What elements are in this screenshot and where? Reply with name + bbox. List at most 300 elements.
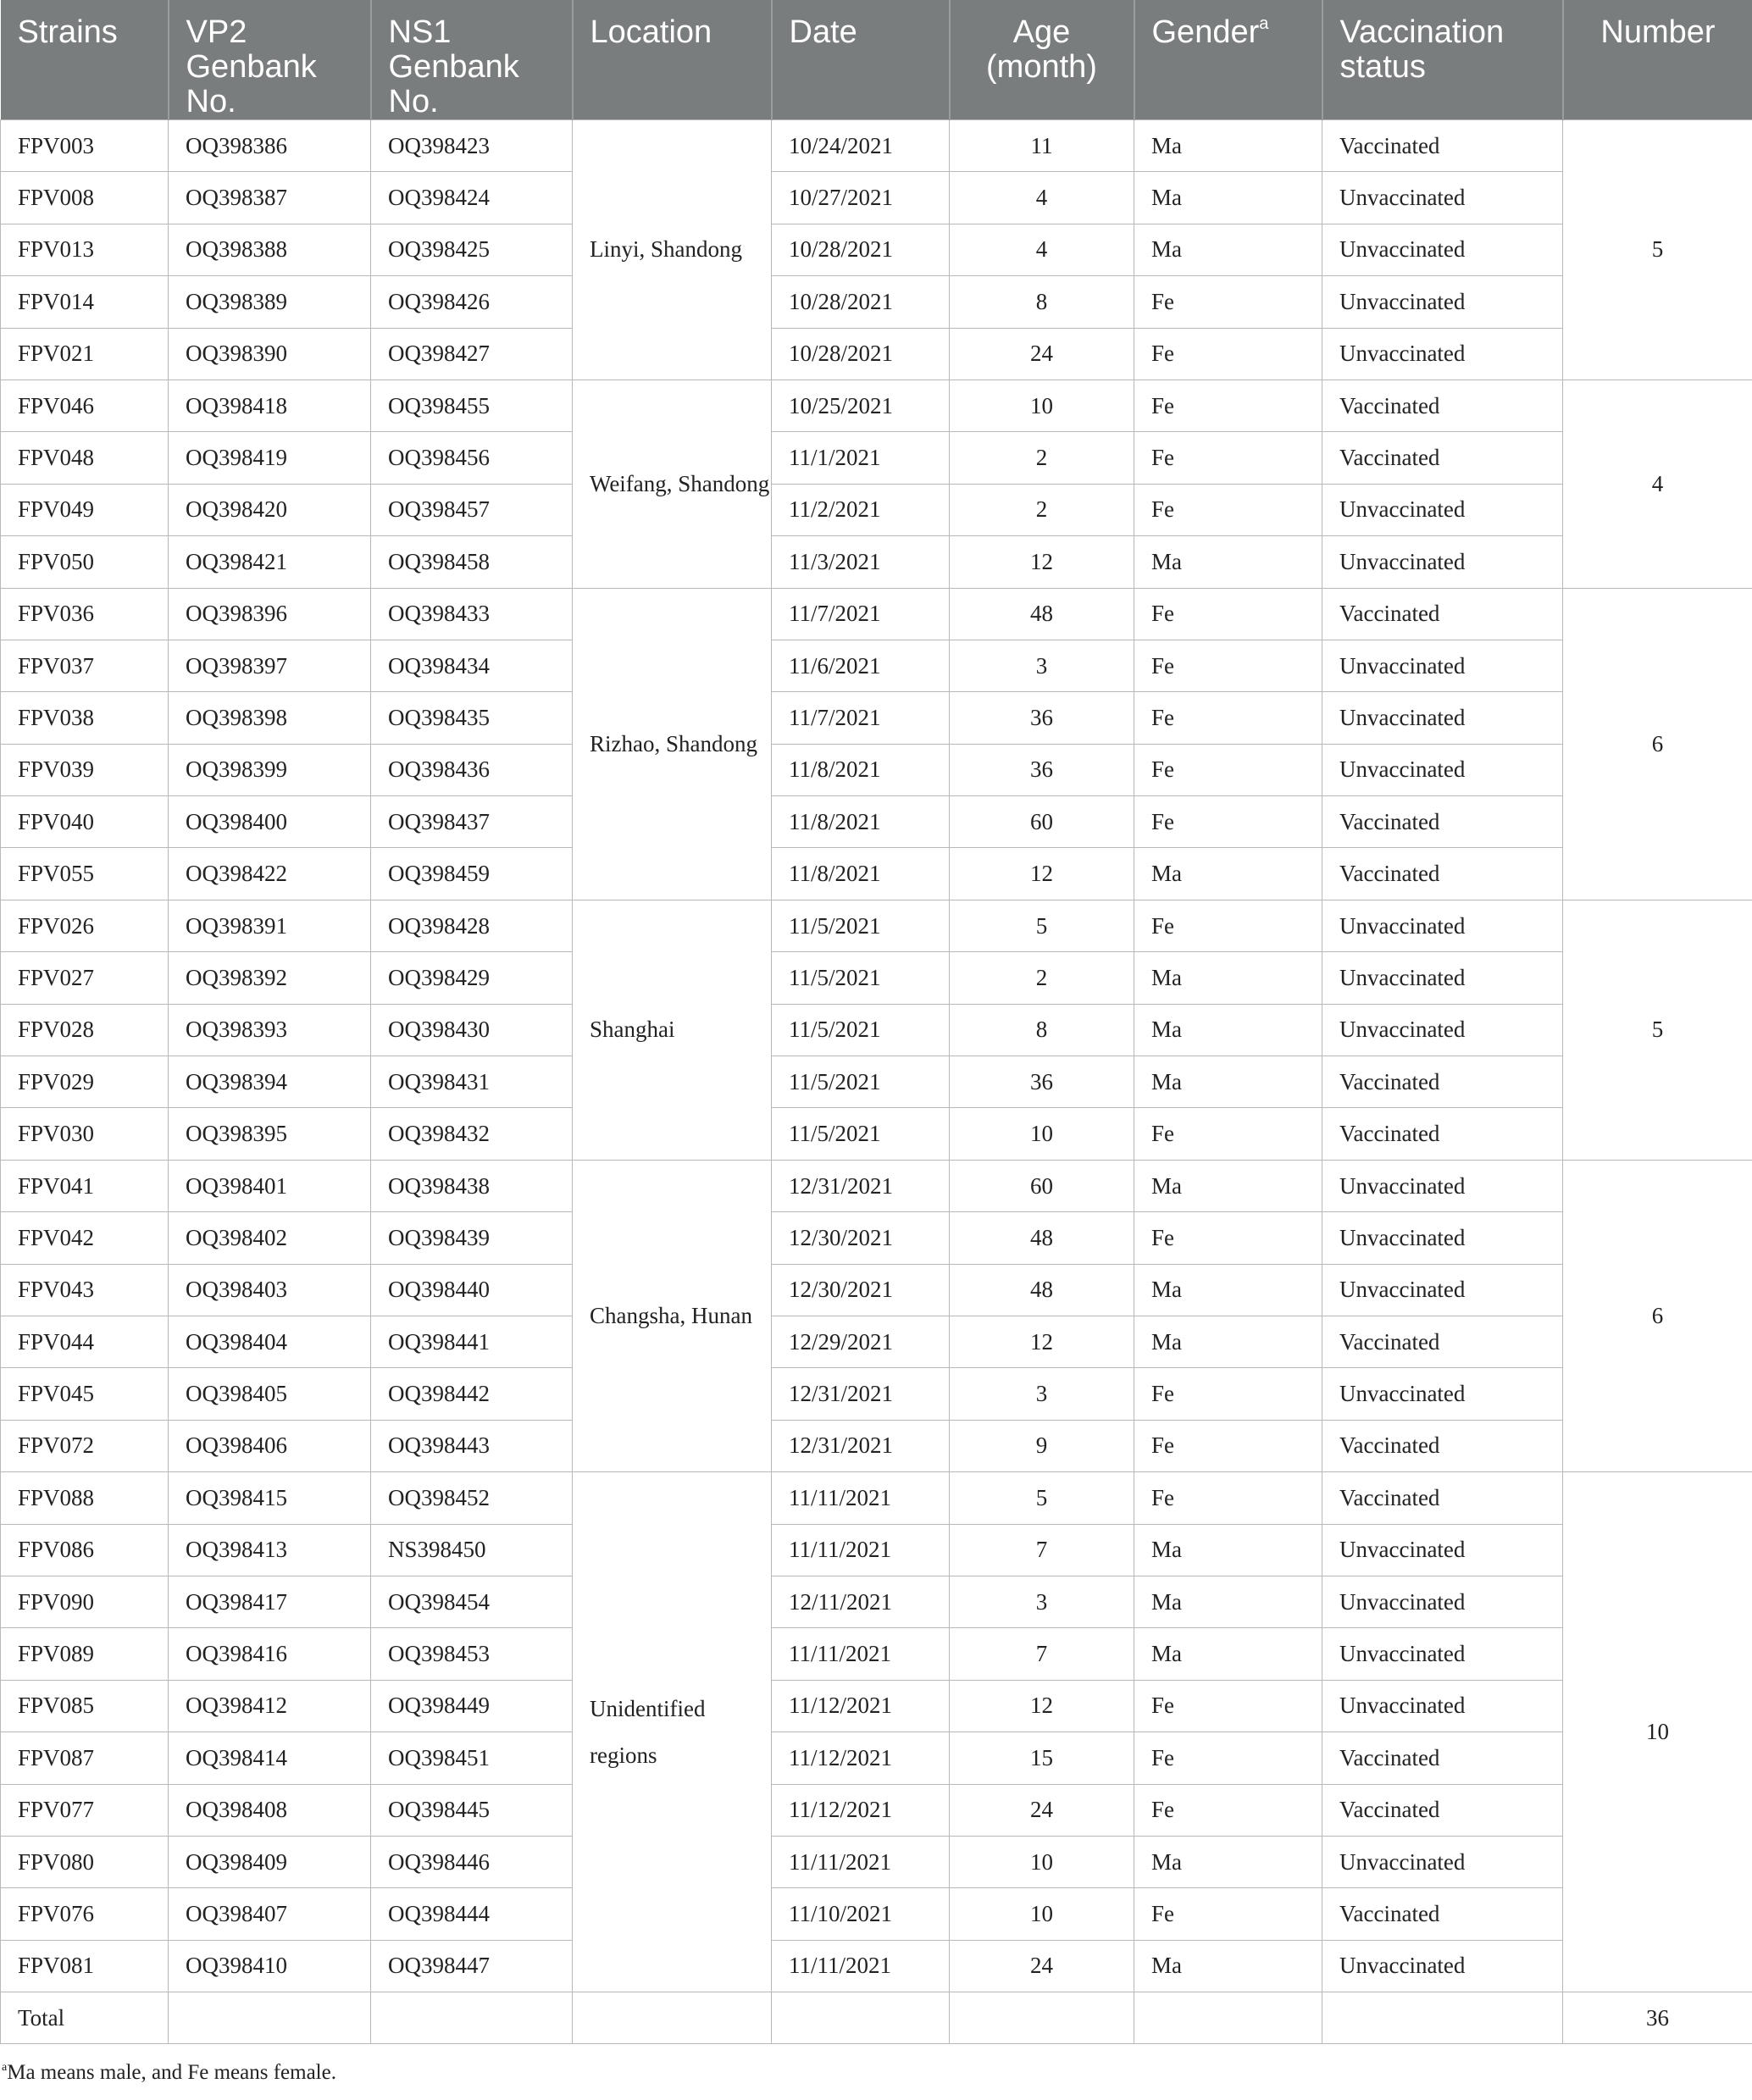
date-cell: 11/2/2021	[772, 484, 950, 535]
strain-cell: FPV086	[1, 1524, 169, 1576]
header-gender	[1134, 0, 1322, 120]
strain-cell: FPV080	[1, 1836, 169, 1887]
date-cell: 12/30/2021	[772, 1212, 950, 1264]
table-row	[1, 1940, 1752, 1992]
date-cell: 11/5/2021	[772, 1108, 950, 1160]
table-row	[1, 1212, 1752, 1264]
strain-cell: FPV077	[1, 1784, 169, 1836]
age-cell: 4	[950, 172, 1134, 224]
ns1-genbank-cell: OQ398446	[371, 1836, 573, 1887]
gender-cell: Fe	[1134, 380, 1322, 431]
age-cell: 5	[950, 1472, 1134, 1524]
age-cell: 5	[950, 900, 1134, 951]
vaccination-status-cell: Unvaccinated	[1322, 1524, 1563, 1576]
gender-cell: Ma	[1134, 224, 1322, 275]
ns1-genbank-cell: OQ398431	[371, 1056, 573, 1108]
vaccination-status-cell: Unvaccinated	[1322, 224, 1563, 275]
table-row	[1, 380, 1752, 431]
date-cell: 11/7/2021	[772, 692, 950, 744]
table-row	[1, 744, 1752, 795]
date-cell: 11/12/2021	[772, 1732, 950, 1784]
strain-cell: FPV028	[1, 1004, 169, 1056]
vp2-genbank-cell: OQ398397	[169, 640, 371, 691]
vaccination-status-cell: Unvaccinated	[1322, 692, 1563, 744]
ns1-genbank-cell: OQ398457	[371, 484, 573, 535]
gender-cell: Ma	[1134, 1264, 1322, 1316]
date-cell: 11/5/2021	[772, 1004, 950, 1056]
vaccination-status-cell: Vaccinated	[1322, 588, 1563, 640]
strain-cell: FPV043	[1, 1264, 169, 1316]
table-row	[1, 1628, 1752, 1680]
vaccination-status-cell: Unvaccinated	[1322, 484, 1563, 535]
gender-cell: Ma	[1134, 952, 1322, 1004]
date-cell: 11/11/2021	[772, 1836, 950, 1887]
date-cell: 11/1/2021	[772, 432, 950, 484]
strain-cell: FPV013	[1, 224, 169, 275]
table-row	[1, 1836, 1752, 1887]
header-age: Age (month)	[950, 0, 1134, 120]
footnote-marker: a	[1259, 14, 1269, 33]
age-cell: 15	[950, 1732, 1134, 1784]
date-cell: 10/28/2021	[772, 276, 950, 328]
gender-cell: Fe	[1134, 1420, 1322, 1471]
date-cell: 12/31/2021	[772, 1160, 950, 1211]
ns1-genbank-cell: OQ398435	[371, 692, 573, 744]
table-row	[1, 1784, 1752, 1836]
age-cell: 7	[950, 1524, 1134, 1576]
table-row	[1, 276, 1752, 328]
empty-cell	[950, 1992, 1134, 2044]
vp2-genbank-cell: OQ398391	[169, 900, 371, 951]
gender-cell: Fe	[1134, 328, 1322, 380]
table-row	[1, 640, 1752, 691]
table-row	[1, 1004, 1752, 1056]
table-body	[1, 120, 1752, 2044]
age-cell: 12	[950, 848, 1134, 900]
age-cell: 10	[950, 1888, 1134, 1940]
vaccination-status-cell: Vaccinated	[1322, 432, 1563, 484]
gender-cell: Ma	[1134, 172, 1322, 224]
age-cell: 36	[950, 744, 1134, 795]
vp2-genbank-cell: OQ398398	[169, 692, 371, 744]
ns1-genbank-cell: OQ398439	[371, 1212, 573, 1264]
vp2-genbank-cell: OQ398405	[169, 1368, 371, 1420]
table-row	[1, 1732, 1752, 1784]
date-cell: 11/10/2021	[772, 1888, 950, 1940]
vaccination-status-cell: Vaccinated	[1322, 1056, 1563, 1108]
date-cell: 12/30/2021	[772, 1264, 950, 1316]
gender-cell: Fe	[1134, 692, 1322, 744]
strain-cell: FPV003	[1, 120, 169, 172]
strain-cell: FPV027	[1, 952, 169, 1004]
strain-cell: FPV048	[1, 432, 169, 484]
strain-cell: FPV021	[1, 328, 169, 380]
date-cell: 11/8/2021	[772, 744, 950, 795]
gender-cell: Fe	[1134, 796, 1322, 848]
date-cell: 11/11/2021	[772, 1628, 950, 1680]
table-row	[1, 1056, 1752, 1108]
ns1-genbank-cell: OQ398438	[371, 1160, 573, 1211]
vp2-genbank-cell: OQ398389	[169, 276, 371, 328]
table-row	[1, 1680, 1752, 1732]
ns1-genbank-cell: OQ398444	[371, 1888, 573, 1940]
ns1-genbank-cell: OQ398425	[371, 224, 573, 275]
age-cell: 60	[950, 796, 1134, 848]
age-cell: 2	[950, 432, 1134, 484]
age-cell: 11	[950, 120, 1134, 172]
ns1-genbank-cell: OQ398423	[371, 120, 573, 172]
strain-cell: FPV036	[1, 588, 169, 640]
strain-cell: FPV076	[1, 1888, 169, 1940]
strain-cell: FPV041	[1, 1160, 169, 1211]
ns1-genbank-cell: OQ398449	[371, 1680, 573, 1732]
ns1-genbank-cell: OQ398427	[371, 328, 573, 380]
strain-cell: FPV081	[1, 1940, 169, 1992]
vp2-genbank-cell: OQ398404	[169, 1316, 371, 1367]
age-cell: 10	[950, 380, 1134, 431]
header-vaccination-status: Vaccination status	[1322, 0, 1563, 120]
strain-cell: FPV040	[1, 796, 169, 848]
strain-cell: FPV046	[1, 380, 169, 431]
vp2-genbank-cell: OQ398422	[169, 848, 371, 900]
vp2-genbank-cell: OQ398420	[169, 484, 371, 535]
strain-cell: FPV039	[1, 744, 169, 795]
vp2-genbank-cell: OQ398399	[169, 744, 371, 795]
date-cell: 11/11/2021	[772, 1524, 950, 1576]
location-cell: Unidentified regions	[573, 1472, 772, 1992]
table-row	[1, 1888, 1752, 1940]
strain-cell: FPV090	[1, 1576, 169, 1627]
ns1-genbank-cell: OQ398424	[371, 172, 573, 224]
location-cell: Changsha, Hunan	[573, 1160, 772, 1471]
ns1-genbank-cell: OQ398430	[371, 1004, 573, 1056]
ns1-genbank-cell: OQ398429	[371, 952, 573, 1004]
gender-cell: Ma	[1134, 120, 1322, 172]
strain-cell: FPV026	[1, 900, 169, 951]
header-strains: Strains	[1, 0, 169, 120]
age-cell: 24	[950, 1784, 1134, 1836]
ns1-genbank-cell: OQ398455	[371, 380, 573, 431]
strain-cell: FPV042	[1, 1212, 169, 1264]
age-cell: 9	[950, 1420, 1134, 1471]
strain-cell: FPV038	[1, 692, 169, 744]
age-cell: 12	[950, 1316, 1134, 1367]
ns1-genbank-cell: OQ398426	[371, 276, 573, 328]
date-cell: 12/31/2021	[772, 1420, 950, 1471]
table-row	[1, 1316, 1752, 1367]
age-cell: 8	[950, 276, 1134, 328]
age-cell: 2	[950, 484, 1134, 535]
vaccination-status-cell: Vaccinated	[1322, 120, 1563, 172]
location-cell: Rizhao, Shandong	[573, 588, 772, 900]
age-cell: 8	[950, 1004, 1134, 1056]
date-cell: 11/11/2021	[772, 1472, 950, 1524]
vp2-genbank-cell: OQ398401	[169, 1160, 371, 1211]
table-row	[1, 796, 1752, 848]
vp2-genbank-cell: OQ398390	[169, 328, 371, 380]
total-row	[1, 1992, 1752, 2044]
gender-cell: Fe	[1134, 588, 1322, 640]
vaccination-status-cell: Vaccinated	[1322, 848, 1563, 900]
location-cell: Linyi, Shandong	[573, 120, 772, 380]
vaccination-status-cell: Vaccinated	[1322, 1732, 1563, 1784]
gender-cell: Fe	[1134, 1368, 1322, 1420]
vp2-genbank-cell: OQ398413	[169, 1524, 371, 1576]
vp2-genbank-cell: OQ398406	[169, 1420, 371, 1471]
table-row	[1, 172, 1752, 224]
date-cell: 11/6/2021	[772, 640, 950, 691]
gender-cell: Ma	[1134, 1004, 1322, 1056]
vp2-genbank-cell: OQ398415	[169, 1472, 371, 1524]
vp2-genbank-cell: OQ398388	[169, 224, 371, 275]
vaccination-status-cell: Unvaccinated	[1322, 536, 1563, 588]
date-cell: 11/5/2021	[772, 1056, 950, 1108]
ns1-genbank-cell: OQ398433	[371, 588, 573, 640]
gender-cell: Ma	[1134, 1160, 1322, 1211]
vaccination-status-cell: Vaccinated	[1322, 1472, 1563, 1524]
gender-cell: Fe	[1134, 1888, 1322, 1940]
vp2-genbank-cell: OQ398408	[169, 1784, 371, 1836]
vp2-genbank-cell: OQ398403	[169, 1264, 371, 1316]
table-row	[1, 1108, 1752, 1160]
gender-cell: Ma	[1134, 1940, 1322, 1992]
ns1-genbank-cell: OQ398443	[371, 1420, 573, 1471]
table-row	[1, 1576, 1752, 1627]
vp2-genbank-cell: OQ398396	[169, 588, 371, 640]
age-cell: 24	[950, 1940, 1134, 1992]
empty-cell	[169, 1992, 371, 2044]
vaccination-status-cell: Unvaccinated	[1322, 640, 1563, 691]
vp2-genbank-cell: OQ398410	[169, 1940, 371, 1992]
ns1-genbank-cell: OQ398445	[371, 1784, 573, 1836]
strain-cell: FPV087	[1, 1732, 169, 1784]
vaccination-status-cell: Unvaccinated	[1322, 1368, 1563, 1420]
vaccination-status-cell: Vaccinated	[1322, 1420, 1563, 1471]
table-row	[1, 432, 1752, 484]
ns1-genbank-cell: OQ398458	[371, 536, 573, 588]
number-cell: 5	[1563, 120, 1752, 380]
number-cell: 5	[1563, 900, 1752, 1160]
ns1-genbank-cell: OQ398459	[371, 848, 573, 900]
table-row	[1, 536, 1752, 588]
age-cell: 12	[950, 1680, 1134, 1732]
vaccination-status-cell: Vaccinated	[1322, 1108, 1563, 1160]
strain-cell: FPV055	[1, 848, 169, 900]
strain-cell: FPV014	[1, 276, 169, 328]
date-cell: 12/29/2021	[772, 1316, 950, 1367]
vp2-genbank-cell: OQ398409	[169, 1836, 371, 1887]
vaccination-status-cell: Vaccinated	[1322, 1316, 1563, 1367]
date-cell: 10/24/2021	[772, 120, 950, 172]
age-cell: 36	[950, 692, 1134, 744]
header-row	[1, 0, 1752, 120]
ns1-genbank-cell: OQ398436	[371, 744, 573, 795]
table-row	[1, 224, 1752, 275]
footnote	[2, 2061, 336, 2085]
strain-cell: FPV049	[1, 484, 169, 535]
strain-cell: FPV050	[1, 536, 169, 588]
total-label-cell: Total	[1, 1992, 169, 2044]
date-cell: 11/3/2021	[772, 536, 950, 588]
number-cell: 4	[1563, 380, 1752, 588]
empty-cell	[1322, 1992, 1563, 2044]
date-cell: 10/28/2021	[772, 328, 950, 380]
ns1-genbank-cell: OQ398434	[371, 640, 573, 691]
gender-cell: Ma	[1134, 1576, 1322, 1627]
empty-cell	[573, 1992, 772, 2044]
age-cell: 24	[950, 328, 1134, 380]
strain-cell: FPV045	[1, 1368, 169, 1420]
header-number: Number	[1563, 0, 1752, 120]
age-cell: 48	[950, 588, 1134, 640]
ns1-genbank-cell: OQ398456	[371, 432, 573, 484]
ns1-genbank-cell: OQ398437	[371, 796, 573, 848]
vp2-genbank-cell: OQ398393	[169, 1004, 371, 1056]
ns1-genbank-cell: OQ398432	[371, 1108, 573, 1160]
date-cell: 11/12/2021	[772, 1784, 950, 1836]
vaccination-status-cell: Unvaccinated	[1322, 328, 1563, 380]
strain-cell: FPV072	[1, 1420, 169, 1471]
vaccination-status-cell: Vaccinated	[1322, 796, 1563, 848]
age-cell: 3	[950, 1368, 1134, 1420]
gender-cell: Fe	[1134, 432, 1322, 484]
date-cell: 11/11/2021	[772, 1940, 950, 1992]
header-ns1-genbank: NS1 Genbank No.	[371, 0, 573, 120]
vaccination-status-cell: Unvaccinated	[1322, 1160, 1563, 1211]
vp2-genbank-cell: OQ398394	[169, 1056, 371, 1108]
gender-cell: Ma	[1134, 1524, 1322, 1576]
date-cell: 12/31/2021	[772, 1368, 950, 1420]
vaccination-status-cell: Unvaccinated	[1322, 900, 1563, 951]
vp2-genbank-cell: OQ398386	[169, 120, 371, 172]
gender-cell: Ma	[1134, 1056, 1322, 1108]
vaccination-status-cell: Unvaccinated	[1322, 1680, 1563, 1732]
gender-cell: Fe	[1134, 1472, 1322, 1524]
table-row	[1, 1472, 1752, 1524]
ns1-genbank-cell: OQ398447	[371, 1940, 573, 1992]
vaccination-status-cell: Unvaccinated	[1322, 1264, 1563, 1316]
age-cell: 3	[950, 640, 1134, 691]
age-cell: 12	[950, 536, 1134, 588]
vaccination-status-cell: Unvaccinated	[1322, 1628, 1563, 1680]
vp2-genbank-cell: OQ398400	[169, 796, 371, 848]
ns1-genbank-cell: OQ398440	[371, 1264, 573, 1316]
number-cell: 10	[1563, 1472, 1752, 1992]
age-cell: 2	[950, 952, 1134, 1004]
vp2-genbank-cell: OQ398418	[169, 380, 371, 431]
vaccination-status-cell: Unvaccinated	[1322, 744, 1563, 795]
vaccination-status-cell: Unvaccinated	[1322, 1576, 1563, 1627]
ns1-genbank-cell: NS398450	[371, 1524, 573, 1576]
gender-cell: Ma	[1134, 1628, 1322, 1680]
table-row	[1, 1264, 1752, 1316]
location-cell: Weifang, Shandong	[573, 380, 772, 588]
strain-cell: FPV085	[1, 1680, 169, 1732]
date-cell: 10/28/2021	[772, 224, 950, 275]
vp2-genbank-cell: OQ398417	[169, 1576, 371, 1627]
age-cell: 48	[950, 1264, 1134, 1316]
strain-cell: FPV029	[1, 1056, 169, 1108]
header-vp2-genbank: VP2 Genbank No.	[169, 0, 371, 120]
vp2-genbank-cell: OQ398402	[169, 1212, 371, 1264]
footnote-text: Ma means male, and Fe means female.	[7, 2061, 336, 2084]
gender-cell: Fe	[1134, 744, 1322, 795]
vp2-genbank-cell: OQ398419	[169, 432, 371, 484]
gender-cell: Fe	[1134, 1680, 1322, 1732]
gender-cell: Ma	[1134, 1316, 1322, 1367]
vaccination-status-cell: Vaccinated	[1322, 1784, 1563, 1836]
ns1-genbank-cell: OQ398441	[371, 1316, 573, 1367]
vp2-genbank-cell: OQ398407	[169, 1888, 371, 1940]
gender-cell: Ma	[1134, 1836, 1322, 1887]
ns1-genbank-cell: OQ398452	[371, 1472, 573, 1524]
table-row	[1, 900, 1752, 951]
date-cell: 11/5/2021	[772, 952, 950, 1004]
date-cell: 11/5/2021	[772, 900, 950, 951]
gender-cell: Fe	[1134, 1108, 1322, 1160]
table-row	[1, 1160, 1752, 1211]
vp2-genbank-cell: OQ398387	[169, 172, 371, 224]
table-row	[1, 484, 1752, 535]
gender-cell: Fe	[1134, 1212, 1322, 1264]
table-row	[1, 692, 1752, 744]
date-cell: 12/11/2021	[772, 1576, 950, 1627]
date-cell: 11/8/2021	[772, 848, 950, 900]
vp2-genbank-cell: OQ398416	[169, 1628, 371, 1680]
vaccination-status-cell: Unvaccinated	[1322, 1212, 1563, 1264]
vp2-genbank-cell: OQ398421	[169, 536, 371, 588]
age-cell: 4	[950, 224, 1134, 275]
age-cell: 60	[950, 1160, 1134, 1211]
strain-cell: FPV088	[1, 1472, 169, 1524]
vaccination-status-cell: Unvaccinated	[1322, 1940, 1563, 1992]
number-cell: 6	[1563, 588, 1752, 900]
ns1-genbank-cell: OQ398428	[371, 900, 573, 951]
age-cell: 3	[950, 1576, 1134, 1627]
table-row	[1, 1524, 1752, 1576]
vp2-genbank-cell: OQ398414	[169, 1732, 371, 1784]
ns1-genbank-cell: OQ398451	[371, 1732, 573, 1784]
gender-cell: Fe	[1134, 640, 1322, 691]
vaccination-status-cell: Vaccinated	[1322, 1888, 1563, 1940]
table-header	[1, 0, 1752, 120]
gender-cell: Ma	[1134, 536, 1322, 588]
age-cell: 48	[950, 1212, 1134, 1264]
gender-cell: Fe	[1134, 1784, 1322, 1836]
vaccination-status-cell: Vaccinated	[1322, 380, 1563, 431]
strain-cell: FPV089	[1, 1628, 169, 1680]
table-row	[1, 952, 1752, 1004]
strain-cell: FPV008	[1, 172, 169, 224]
empty-cell	[1134, 1992, 1322, 2044]
vaccination-status-cell: Unvaccinated	[1322, 1836, 1563, 1887]
table-row	[1, 848, 1752, 900]
footnote-mark: a	[2, 2061, 8, 2074]
gender-cell: Fe	[1134, 276, 1322, 328]
gender-cell: Fe	[1134, 900, 1322, 951]
age-cell: 7	[950, 1628, 1134, 1680]
empty-cell	[772, 1992, 950, 2044]
table-row	[1, 588, 1752, 640]
vaccination-status-cell: Unvaccinated	[1322, 1004, 1563, 1056]
vaccination-status-cell: Unvaccinated	[1322, 172, 1563, 224]
age-cell: 36	[950, 1056, 1134, 1108]
ns1-genbank-cell: OQ398453	[371, 1628, 573, 1680]
vp2-genbank-cell: OQ398392	[169, 952, 371, 1004]
table-row	[1, 328, 1752, 380]
date-cell: 10/25/2021	[772, 380, 950, 431]
table-row	[1, 1420, 1752, 1471]
